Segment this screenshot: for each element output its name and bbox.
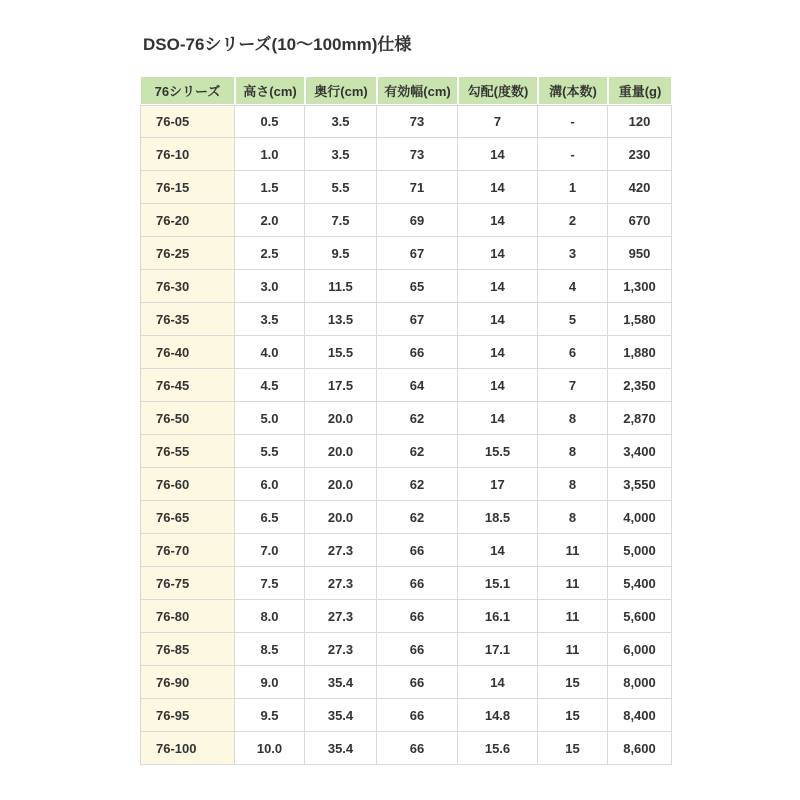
value-cell: 11.5 — [305, 270, 377, 303]
column-header: 76シリーズ — [140, 76, 235, 105]
value-cell: 8 — [538, 435, 608, 468]
value-cell: 14 — [458, 138, 538, 171]
column-header: 高さ(cm) — [235, 76, 305, 105]
spec-table-body — [140, 105, 672, 765]
value-cell: 9.5 — [305, 237, 377, 270]
value-cell: 6,000 — [608, 633, 672, 666]
value-cell: 670 — [608, 204, 672, 237]
value-cell: 7 — [538, 369, 608, 402]
value-cell: 67 — [377, 237, 458, 270]
row-label-cell: 76-50 — [140, 402, 235, 435]
value-cell: 950 — [608, 237, 672, 270]
row-label-cell: 76-05 — [140, 105, 235, 138]
value-cell: 4,000 — [608, 501, 672, 534]
value-cell: 0.5 — [235, 105, 305, 138]
row-label-cell: 76-60 — [140, 468, 235, 501]
value-cell: 71 — [377, 171, 458, 204]
value-cell: 3,550 — [608, 468, 672, 501]
value-cell: 7.5 — [305, 204, 377, 237]
row-label-cell: 76-10 — [140, 138, 235, 171]
table-row — [140, 534, 672, 567]
value-cell: 5,600 — [608, 600, 672, 633]
value-cell: 15.5 — [305, 336, 377, 369]
value-cell: 17.5 — [305, 369, 377, 402]
value-cell: 20.0 — [305, 501, 377, 534]
value-cell: 14 — [458, 666, 538, 699]
value-cell: 3 — [538, 237, 608, 270]
value-cell: 1 — [538, 171, 608, 204]
value-cell: 1.5 — [235, 171, 305, 204]
value-cell: 6.0 — [235, 468, 305, 501]
value-cell: 62 — [377, 435, 458, 468]
row-label-cell: 76-55 — [140, 435, 235, 468]
value-cell: 11 — [538, 600, 608, 633]
value-cell: 1,880 — [608, 336, 672, 369]
value-cell: 15.1 — [458, 567, 538, 600]
value-cell: 1,300 — [608, 270, 672, 303]
value-cell: - — [538, 138, 608, 171]
value-cell: 11 — [538, 534, 608, 567]
value-cell: 6.5 — [235, 501, 305, 534]
value-cell: 14 — [458, 303, 538, 336]
column-header: 溝(本数) — [538, 76, 608, 105]
table-row — [140, 501, 672, 534]
row-label-cell: 76-35 — [140, 303, 235, 336]
value-cell: 20.0 — [305, 468, 377, 501]
value-cell: 9.5 — [235, 699, 305, 732]
table-row — [140, 666, 672, 699]
value-cell: 13.5 — [305, 303, 377, 336]
table-row — [140, 171, 672, 204]
value-cell: 73 — [377, 138, 458, 171]
row-label-cell: 76-65 — [140, 501, 235, 534]
page-title: DSO-76シリーズ(10～100mm)仕様 — [143, 35, 412, 54]
value-cell: 14 — [458, 534, 538, 567]
value-cell: 20.0 — [305, 435, 377, 468]
value-cell: 2,350 — [608, 369, 672, 402]
table-row — [140, 633, 672, 666]
row-label-cell: 76-80 — [140, 600, 235, 633]
row-label-cell: 76-100 — [140, 732, 235, 765]
value-cell: 4.5 — [235, 369, 305, 402]
content-area — [140, 30, 672, 765]
value-cell: 2,870 — [608, 402, 672, 435]
value-cell: 8 — [538, 501, 608, 534]
table-row — [140, 138, 672, 171]
row-label-cell: 76-85 — [140, 633, 235, 666]
column-header: 勾配(度数) — [458, 76, 538, 105]
value-cell: 7 — [458, 105, 538, 138]
value-cell: 16.1 — [458, 600, 538, 633]
value-cell: 14 — [458, 237, 538, 270]
row-label-cell: 76-20 — [140, 204, 235, 237]
value-cell: 15 — [538, 666, 608, 699]
value-cell: 5 — [538, 303, 608, 336]
value-cell: 8,600 — [608, 732, 672, 765]
value-cell: 14.8 — [458, 699, 538, 732]
value-cell: 66 — [377, 732, 458, 765]
value-cell: 5,000 — [608, 534, 672, 567]
row-label-cell: 76-70 — [140, 534, 235, 567]
value-cell: - — [538, 105, 608, 138]
table-row — [140, 303, 672, 336]
value-cell: 8 — [538, 468, 608, 501]
column-header: 奥行(cm) — [305, 76, 377, 105]
table-row — [140, 105, 672, 138]
value-cell: 66 — [377, 633, 458, 666]
value-cell: 64 — [377, 369, 458, 402]
value-cell: 8.5 — [235, 633, 305, 666]
value-cell: 18.5 — [458, 501, 538, 534]
row-label-cell: 76-75 — [140, 567, 235, 600]
table-row — [140, 732, 672, 765]
value-cell: 3.0 — [235, 270, 305, 303]
table-row — [140, 699, 672, 732]
value-cell: 120 — [608, 105, 672, 138]
value-cell: 14 — [458, 171, 538, 204]
value-cell: 14 — [458, 402, 538, 435]
table-row — [140, 402, 672, 435]
value-cell: 66 — [377, 336, 458, 369]
value-cell: 4.0 — [235, 336, 305, 369]
table-row — [140, 237, 672, 270]
value-cell: 14 — [458, 369, 538, 402]
value-cell: 14 — [458, 336, 538, 369]
value-cell: 2 — [538, 204, 608, 237]
value-cell: 8.0 — [235, 600, 305, 633]
value-cell: 66 — [377, 666, 458, 699]
value-cell: 27.3 — [305, 534, 377, 567]
value-cell: 67 — [377, 303, 458, 336]
value-cell: 35.4 — [305, 732, 377, 765]
value-cell: 27.3 — [305, 600, 377, 633]
table-row — [140, 204, 672, 237]
value-cell: 66 — [377, 699, 458, 732]
value-cell: 20.0 — [305, 402, 377, 435]
value-cell: 27.3 — [305, 633, 377, 666]
value-cell: 5.0 — [235, 402, 305, 435]
value-cell: 7.5 — [235, 567, 305, 600]
value-cell: 1,580 — [608, 303, 672, 336]
value-cell: 62 — [377, 402, 458, 435]
value-cell: 5,400 — [608, 567, 672, 600]
row-label-cell: 76-25 — [140, 237, 235, 270]
value-cell: 73 — [377, 105, 458, 138]
column-header: 有効幅(cm) — [377, 76, 458, 105]
value-cell: 15.5 — [458, 435, 538, 468]
value-cell: 420 — [608, 171, 672, 204]
value-cell: 69 — [377, 204, 458, 237]
value-cell: 11 — [538, 633, 608, 666]
value-cell: 14 — [458, 270, 538, 303]
value-cell: 3.5 — [305, 138, 377, 171]
value-cell: 27.3 — [305, 567, 377, 600]
table-row — [140, 369, 672, 402]
value-cell: 62 — [377, 501, 458, 534]
value-cell: 3,400 — [608, 435, 672, 468]
value-cell: 9.0 — [235, 666, 305, 699]
value-cell: 15.6 — [458, 732, 538, 765]
value-cell: 8,400 — [608, 699, 672, 732]
value-cell: 2.0 — [235, 204, 305, 237]
value-cell: 8,000 — [608, 666, 672, 699]
value-cell: 8 — [538, 402, 608, 435]
value-cell: 65 — [377, 270, 458, 303]
value-cell: 10.0 — [235, 732, 305, 765]
value-cell: 66 — [377, 534, 458, 567]
table-row — [140, 567, 672, 600]
row-label-cell: 76-90 — [140, 666, 235, 699]
value-cell: 7.0 — [235, 534, 305, 567]
value-cell: 35.4 — [305, 666, 377, 699]
column-header: 重量(g) — [608, 76, 672, 105]
table-row — [140, 336, 672, 369]
value-cell: 62 — [377, 468, 458, 501]
value-cell: 66 — [377, 567, 458, 600]
value-cell: 230 — [608, 138, 672, 171]
table-row — [140, 600, 672, 633]
value-cell: 4 — [538, 270, 608, 303]
spec-table — [140, 76, 672, 765]
value-cell: 3.5 — [235, 303, 305, 336]
value-cell: 5.5 — [305, 171, 377, 204]
value-cell: 15 — [538, 732, 608, 765]
row-label-cell: 76-30 — [140, 270, 235, 303]
value-cell: 6 — [538, 336, 608, 369]
table-row — [140, 468, 672, 501]
header-row — [140, 76, 672, 105]
value-cell: 35.4 — [305, 699, 377, 732]
value-cell: 11 — [538, 567, 608, 600]
row-label-cell: 76-45 — [140, 369, 235, 402]
value-cell: 5.5 — [235, 435, 305, 468]
value-cell: 15 — [538, 699, 608, 732]
spec-table-header — [140, 76, 672, 105]
value-cell: 1.0 — [235, 138, 305, 171]
row-label-cell: 76-15 — [140, 171, 235, 204]
value-cell: 66 — [377, 600, 458, 633]
value-cell: 3.5 — [305, 105, 377, 138]
row-label-cell: 76-40 — [140, 336, 235, 369]
value-cell: 17.1 — [458, 633, 538, 666]
value-cell: 14 — [458, 204, 538, 237]
table-row — [140, 270, 672, 303]
row-label-cell: 76-95 — [140, 699, 235, 732]
value-cell: 17 — [458, 468, 538, 501]
value-cell: 2.5 — [235, 237, 305, 270]
table-row — [140, 435, 672, 468]
